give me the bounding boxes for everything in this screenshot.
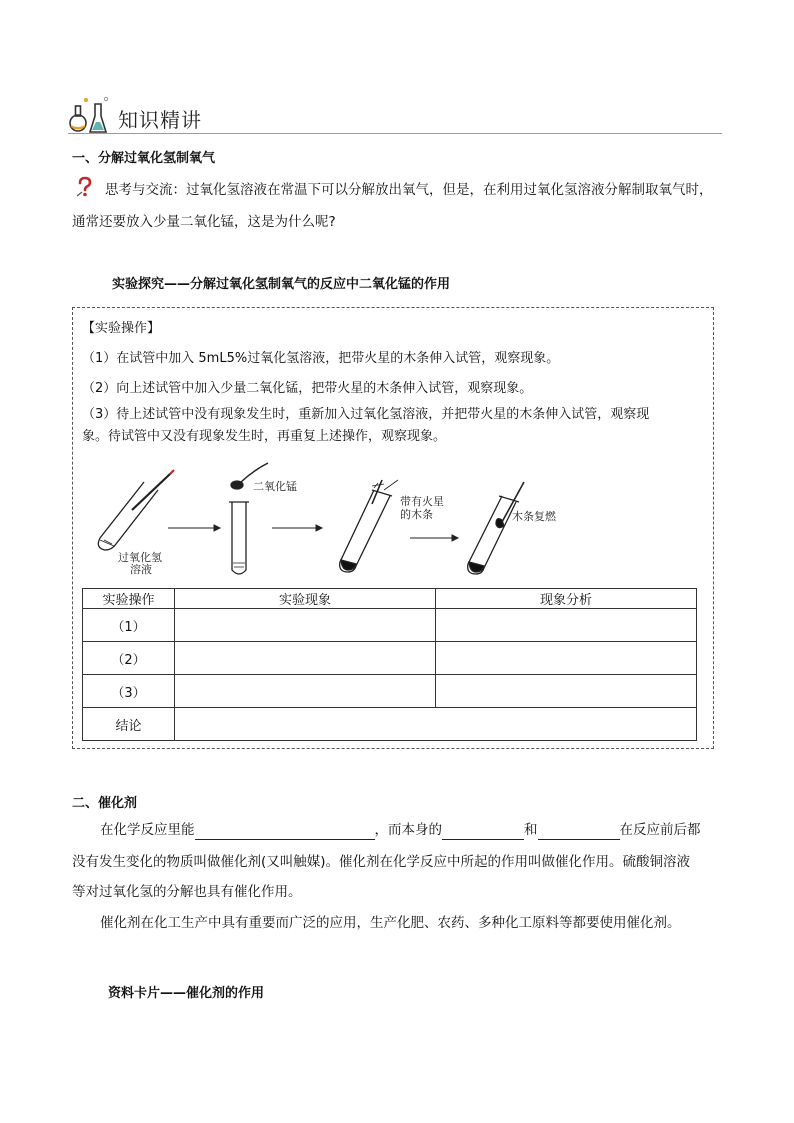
op-step-3-line1: （3）待上述试管中没有现象发生时，重新加入过氧化氢溶液，并把带火星的木条伸入试管，观察现 — [82, 407, 650, 422]
label-mno2: 二氧化锰 — [253, 480, 297, 493]
table-row — [83, 708, 697, 741]
section-heading-1: 一、分解过氧化氢制氧气 — [72, 151, 216, 166]
text-fragment: ，而本身的 — [374, 822, 442, 838]
lab-flask-icon — [68, 94, 110, 134]
think-text-line2: 通常还要放入少量二氧化锰，这是为什么呢? — [72, 214, 336, 230]
catalyst-application: 催化剂在化工生产中具有重要而广泛的应用，生产化肥、农药、多种化工原料等都要使用催化剂。 — [100, 915, 681, 931]
test-tube-3 — [340, 480, 392, 572]
section-title: 知识精讲 — [118, 108, 202, 132]
experiment-figure — [92, 460, 556, 585]
op-step-3-line2: 象。待试管中又没有现象发生时，再重复上述操作，观察现象。 — [82, 429, 447, 444]
observation-cell[interactable] — [175, 642, 436, 675]
experiment-title: 实验探究——分解过氧化氢制氧气的反应中二氧化锰的作用 — [112, 277, 451, 292]
conclusion-cell[interactable] — [175, 708, 697, 741]
label-h2o2: 过氧化氢 — [118, 551, 162, 564]
observation-cell[interactable] — [175, 675, 436, 708]
op-step-2: （2）向上述试管中加入少量二氧化锰，把带火星的木条伸入试管，观察现象。 — [82, 381, 533, 396]
row-label: （1） — [83, 609, 175, 642]
fill-blank-2[interactable] — [442, 823, 524, 840]
table-row — [83, 642, 697, 675]
table-header: 实验现象 — [175, 589, 436, 609]
question-mark-icon — [76, 176, 94, 198]
analysis-cell[interactable] — [436, 675, 697, 708]
row-label: （3） — [83, 675, 175, 708]
label-glowing-splint: 带有火星 — [400, 495, 444, 508]
table-header: 现象分析 — [436, 589, 697, 609]
analysis-cell[interactable] — [436, 609, 697, 642]
ops-heading: 【实验操作】 — [82, 321, 161, 336]
catalyst-definition-line1 — [100, 820, 701, 840]
row-label: （2） — [83, 642, 175, 675]
conclusion-label: 结论 — [83, 708, 175, 741]
text-fragment: 在化学反应里能 — [100, 822, 195, 838]
test-tube-1 — [98, 470, 174, 550]
experiment-record-table — [82, 588, 697, 741]
arrow-2 — [272, 525, 322, 531]
table-row — [83, 675, 697, 708]
catalyst-definition-line3: 等对过氧化氢的分解也具有催化作用。 — [72, 884, 302, 900]
text-fragment: 在反应前后都 — [619, 822, 701, 838]
observation-cell[interactable] — [175, 609, 436, 642]
text-fragment: 和 — [524, 822, 538, 838]
header-underline — [68, 133, 722, 134]
label-reignite: 木条复燃 — [512, 510, 556, 523]
section-heading-2: 二、催化剂 — [72, 796, 138, 811]
test-tube-4 — [468, 482, 524, 574]
op-step-1: （1）在试管中加入 5mL5%过氧化氢溶液，把带火星的木条伸入试管，观察现象。 — [82, 351, 560, 366]
analysis-cell[interactable] — [436, 642, 697, 675]
fill-blank-1[interactable] — [195, 823, 375, 840]
arrow-3 — [410, 535, 458, 541]
catalyst-definition-line2: 没有发生变化的物质叫做催化剂(又叫触媒)。催化剂在化学反应中所起的作用叫做催化作用。硫酸铜溶液 — [72, 854, 691, 870]
table-row — [83, 609, 697, 642]
think-text-line1: 思考与交流：过氧化氢溶液在常温下可以分解放出氧气，但是，在利用过氧化氢溶液分解制取氧气时， — [105, 182, 713, 198]
fill-blank-3[interactable] — [538, 823, 620, 840]
arrow-1 — [168, 525, 220, 531]
data-card-title: 资料卡片——催化剂的作用 — [108, 986, 265, 1001]
table-header: 实验操作 — [83, 589, 175, 609]
label-h2o2-solution: 溶液 — [130, 563, 152, 576]
label-wood-splint: 的木条 — [400, 508, 433, 521]
